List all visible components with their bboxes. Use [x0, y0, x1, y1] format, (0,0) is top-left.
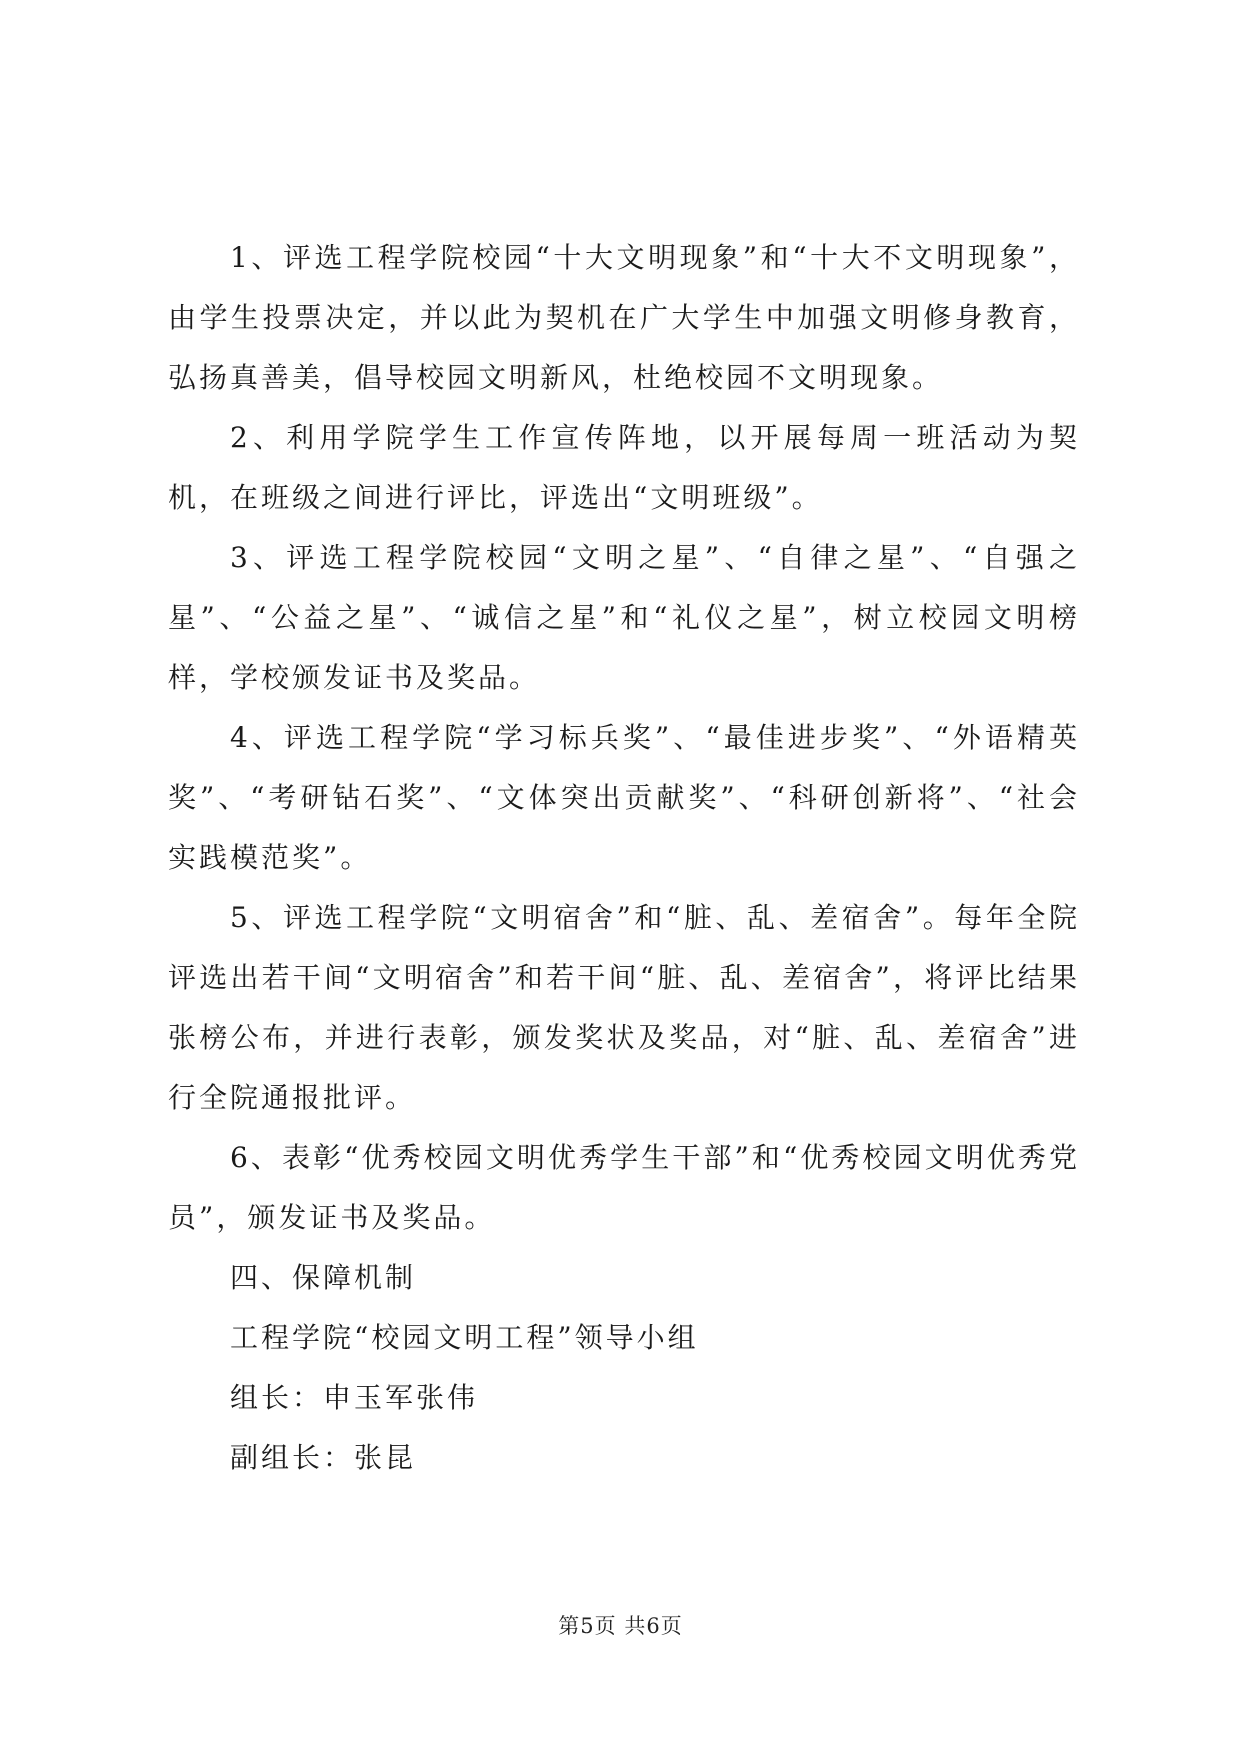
- paragraph-item-5: 5、评选工程学院“文明宿舍”和“脏、乱、差宿舍”。每年全院评选出若干间“文明宿舍”和若干间“脏、乱、差宿舍”，将评比结果张榜公布，并进行表彰，颁发奖状及奖品，对“脏、乱、差宿舍”进行全院通报批评。: [168, 901, 1080, 1114]
- page-footer: 第5页 共6页: [558, 1614, 683, 1638]
- paragraph-item-4: 4、评选工程学院“学习标兵奖”、“最佳进步奖”、“外语精英奖”、“考研钻石奖”、“文体突出贡献奖”、“科研创新将”、“社会实践模范奖”。: [168, 721, 1080, 874]
- paragraph-item-1: 1、评选工程学院校园“十大文明现象”和“十大不文明现象”，由学生投票决定，并以此为契机在广大学生中加强文明修身教育，弘扬真善美，倡导校园文明新风，杜绝校园不文明现象。: [168, 241, 1080, 394]
- group-deputy-leader: 副组长：张昆: [230, 1441, 417, 1474]
- group-title: 工程学院“校园文明工程”领导小组: [230, 1321, 699, 1354]
- group-leader: 组长：申玉军张伟: [230, 1381, 479, 1414]
- paragraph-item-2: 2、利用学院学生工作宣传阵地，以开展每周一班活动为契机，在班级之间进行评比，评选出“文明班级”。: [168, 421, 1080, 514]
- section-heading: 四、保障机制: [230, 1261, 417, 1294]
- paragraph-item-6: 6、表彰“优秀校园文明优秀学生干部”和“优秀校园文明优秀党员”，颁发证书及奖品。: [168, 1141, 1080, 1234]
- document-body: [168, 228, 1080, 1488]
- paragraph-item-3: 3、评选工程学院校园“文明之星”、“自律之星”、“自强之星”、“公益之星”、“诚信之星”和“礼仪之星”，树立校园文明榜样，学校颁发证书及奖品。: [168, 541, 1080, 694]
